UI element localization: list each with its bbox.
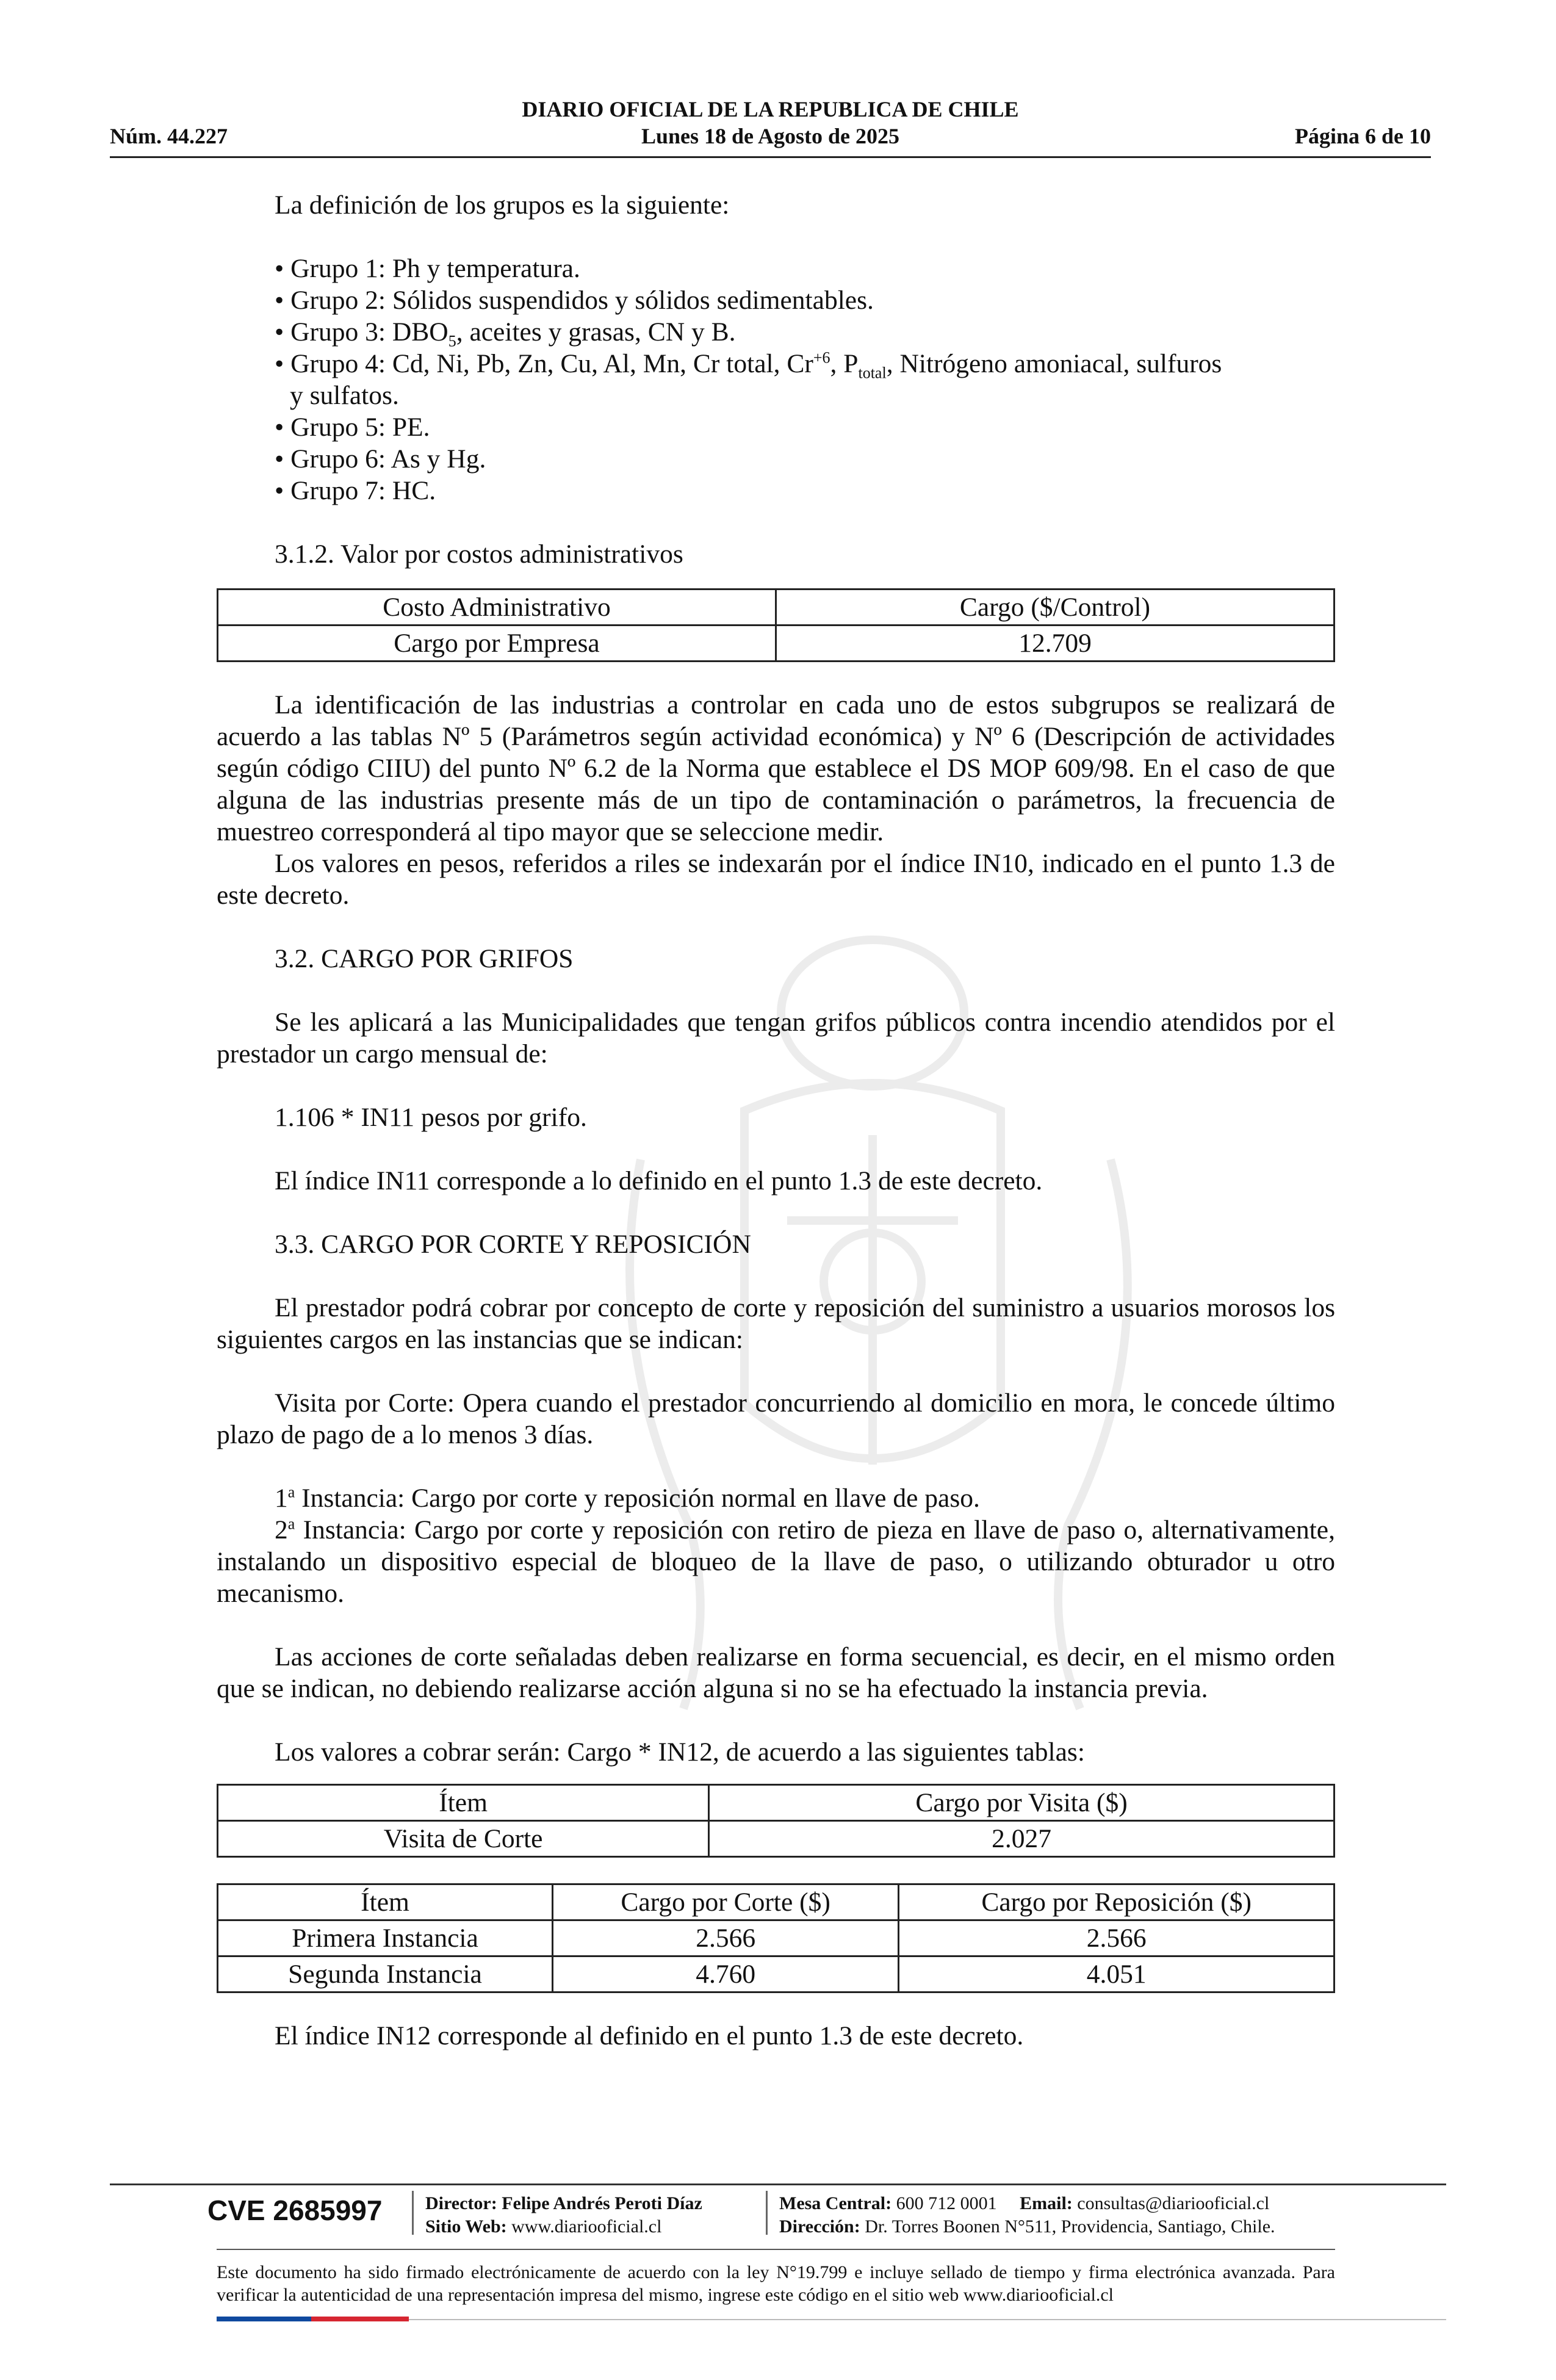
header-divider: [110, 156, 1431, 158]
formula: 1.106 * IN11 pesos por grifo.: [275, 1103, 587, 1132]
footer-contact-block: Mesa Central: 600 712 0001 Email: consultas@diariooficial.cl Dirección: Dr. Torres Boonen N°511, Providencia, Santiago, Chile.: [779, 2193, 1275, 2237]
document-body: [217, 189, 1335, 2052]
signature-note: Este documento ha sido firmado electrónicamente de acuerdo con la ley N°19.799 e incluye sellado de tiempo y firma electrónica avanzada. Para verificar la autenticidad de una representación impresa del mismo, ingrese este código en el sitio web www.diariooficial.cl: [217, 2262, 1335, 2305]
table-row: [218, 1956, 1334, 1992]
table-cell: Visita de Corte: [218, 1821, 709, 1857]
newspaper-title: DIARIO OFICIAL DE LA REPUBLICA DE CHILE: [522, 97, 1019, 121]
table-cell: 2.566: [553, 1920, 899, 1956]
visit-charge-table: [217, 1784, 1335, 1858]
table-cell: 2.566: [899, 1920, 1334, 1956]
footer-separator: [412, 2191, 414, 2235]
table-row: [218, 1920, 1334, 1956]
group-item: • Grupo 2: Sólidos suspendidos y sólidos sedimentables.: [275, 286, 874, 315]
cve-code: CVE 2685997: [207, 2194, 383, 2226]
table-header-cell: Ítem: [218, 1884, 553, 1920]
footer-inner-divider: [217, 2249, 1335, 2250]
phone-number: 600 712 0001: [896, 2193, 997, 2213]
paragraph: La identificación de las industrias a controlar en cada uno de estos subgrupos se realizará de acuerdo a las tablas Nº 5 (Parámetros según actividad económica) y Nº 6 (Descripción de actividades según código CIIU) del punto Nº 6.2 de la Norma que establece el DS MOP 609/98. En el caso de que alguna de las industrias presente más de un tipo de contaminación o parámetros, la frecuencia de muestreo corresponderá al tipo mayor que se seleccione medir.: [217, 690, 1335, 846]
groups-intro: La definición de los grupos es la siguiente:: [275, 190, 730, 220]
email-link[interactable]: consultas@diariooficial.cl: [1077, 2193, 1270, 2213]
website-link[interactable]: www.diariooficial.cl: [511, 2216, 662, 2237]
paragraph: Los valores en pesos, referidos a riles se indexarán por el índice IN10, indicado en el punto 1.3 de este decreto.: [217, 849, 1335, 910]
group-item: • Grupo 7: HC.: [275, 476, 436, 505]
table-cell: 4.760: [553, 1956, 899, 1992]
table-header-cell: Cargo por Reposición ($): [899, 1884, 1334, 1920]
group-item: • Grupo 6: As y Hg.: [275, 444, 486, 474]
table-cell: Segunda Instancia: [218, 1956, 553, 1992]
flag-stripe-blue: [217, 2317, 311, 2321]
instance-item: 1$^a$ Instancia: Cargo por corte y reposición normal en llave de paso.: [275, 1483, 980, 1513]
page-indicator: Página 6 de 10: [1294, 124, 1431, 148]
section-heading: 3.1.2. Valor por costos administrativos: [275, 539, 683, 569]
table-cell: Primera Instancia: [218, 1920, 553, 1956]
paragraph: Las acciones de corte señaladas deben realizarse en forma secuencial, es decir, en el mismo orden que se indican, no debiendo realizarse acción alguna si no se ha efectuado la instancia previa.: [217, 1642, 1335, 1703]
group-item-continuation: y sulfatos.: [290, 381, 399, 410]
footer-divider: [110, 2183, 1446, 2185]
issue-number: Núm. 44.227: [110, 124, 228, 148]
paragraph: Los valores a cobrar serán: Cargo * IN12, de acuerdo a las siguientes tablas:: [275, 1737, 1085, 1767]
table-cell: 4.051: [899, 1956, 1334, 1992]
flag-stripe-red: [311, 2317, 409, 2321]
group-item: • Grupo 1: Ph y temperatura.: [275, 254, 580, 283]
instance-item: 2$^a$ Instancia: Cargo por corte y reposición con retiro de pieza en llave de paso o, alternativamente, instalando un dispositivo especial de bloqueo de la llave de paso, o utilizando obturador u otro mecanismo.: [217, 1515, 1335, 1608]
table-cell: 12.709: [776, 626, 1334, 662]
paragraph: El índice IN11 corresponde a lo definido en el punto 1.3 de este decreto.: [275, 1166, 1043, 1195]
table-header-cell: Cargo ($/Control): [776, 590, 1334, 626]
paragraph: Se les aplicará a las Municipalidades que tengan grifos públicos contra incendio atendidos por el prestador un cargo mensual de:: [217, 1008, 1335, 1069]
group-item: • Grupo 5: PE.: [275, 413, 430, 442]
director-name: Felipe Andrés Peroti Díaz: [502, 2193, 702, 2213]
table-header-cell: Cargo por Corte ($): [553, 1884, 899, 1920]
section-heading: 3.2. CARGO POR GRIFOS: [275, 944, 574, 973]
paragraph: Visita por Corte: Opera cuando el prestador concurriendo al domicilio en mora, le concede último plazo de pago de a lo menos 3 días.: [217, 1388, 1335, 1449]
cut-reposition-table: [217, 1883, 1335, 1993]
paragraph: El prestador podrá cobrar por concepto de corte y reposición del suministro a usuarios morosos los siguientes cargos en las instancias que se indican:: [217, 1293, 1335, 1354]
issue-date: Lunes 18 de Agosto de 2025: [641, 124, 900, 148]
group-item: • Grupo 3: $DBO_5$, aceites y grasas, CN y B.: [275, 317, 736, 350]
admin-cost-table: [217, 588, 1335, 662]
table-cell: Cargo por Empresa: [218, 626, 776, 662]
footer-director-block: Director: Felipe Andrés Peroti Díaz Sitio Web: www.diariooficial.cl: [425, 2193, 702, 2237]
group-item: • Grupo 4: Cd, Ni, Pb, Zn, Cu, Al, Mn, Cr total, $Cr^{+6}$, $P_{total}$, Nitrógeno amoniacal, sulfuros: [275, 348, 1222, 382]
paragraph: El índice IN12 corresponde al definido en el punto 1.3 de este decreto.: [275, 2021, 1024, 2050]
table-header-cell: Costo Administrativo: [218, 590, 776, 626]
address: Dr. Torres Boonen N°511, Providencia, Santiago, Chile.: [865, 2216, 1275, 2237]
table-header-cell: Cargo por Visita ($): [709, 1785, 1334, 1821]
section-heading: 3.3. CARGO POR CORTE Y REPOSICIÓN: [275, 1230, 751, 1259]
footer-separator: [766, 2191, 768, 2235]
page-header: [110, 92, 1431, 153]
table-header-cell: Ítem: [218, 1785, 709, 1821]
table-cell: 2.027: [709, 1821, 1334, 1857]
